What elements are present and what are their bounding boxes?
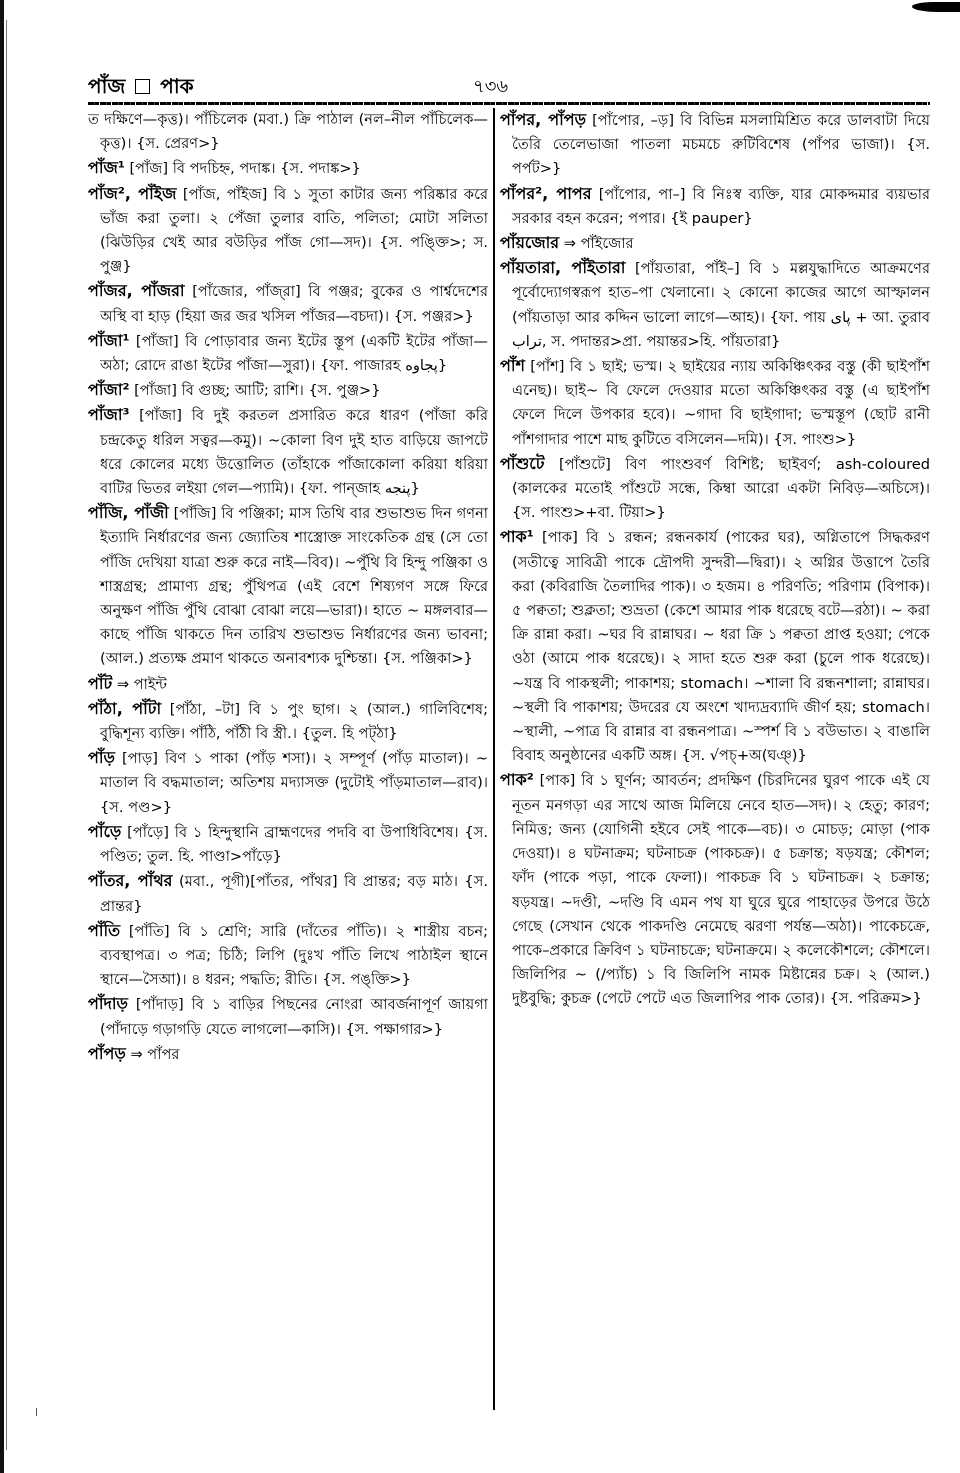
dictionary-entry	[500, 182, 930, 231]
pronunciation: [পাঁয়তারা, পাঁই–]	[634, 260, 740, 278]
dictionary-entry	[88, 108, 488, 156]
dictionary-entry	[88, 820, 488, 869]
definition: বি ১ ছাই; ভস্ম। ২ ছাইয়ের ন্যায় অকিঞ্চিৎকর বস্তু (কী ছাইপাঁশ এনেছ)। ছাই~ বি ফেলে দেওয়ার মতো অকিঞ্চিৎকর বস্তু (এ ছাইপাঁশ ফেলে দিলে উপকার হবে)। ~গাদা বি ছাইগাদা; ভস্মস্তূপ (ছোট রানী পাঁশগাদার পাশে মাছ কুটিতে বসিলেন—দমি)। {স. পাংশু>}	[512, 358, 931, 448]
pronunciation: [পাঁতি]	[128, 922, 170, 940]
headword: পাঁয়তারা, পাঁইতারা	[500, 258, 626, 278]
definition: বি নিঃস্ব ব্যক্তি, যার মোকদ্দমার ব্যয়ভার সরকার বহন করেন; পপার। {ই pauper}	[512, 185, 931, 227]
pronunciation: [পাঁপোর, পা–]	[598, 185, 686, 203]
pronunciation: [পাড়]	[122, 750, 158, 768]
definition: বি ১ বাড়ির পিছনের নোংরা আবর্জনাপূর্ণ জায়গা (পাঁদাড়ে গড়াগড়ি যেতে লাগলো—কাসি)। {স. পক্ষাগার>}	[100, 996, 489, 1038]
dictionary-entry	[88, 1042, 488, 1067]
pronunciation: [পাঁশুটে]	[558, 455, 611, 473]
headword: পাঁতি	[88, 920, 121, 940]
definition: বি ১ সুতা কাটার জন্য পরিষ্কার করে ভাঁজ করা তুলা। ২ পেঁজা তুলার বাতি, পলিতা; মোটা সলিতা (ঝিউড়ির খেই আর বউড়ির পাঁজ গো—সদ)। {স. পঙ্ক্তি>; স. পুঞ্জ}	[100, 185, 488, 276]
definition: বি পদচিহ্ন, পদাঙ্ক। {স. পদাঙ্ক>}	[172, 160, 361, 178]
pronunciation: (মবা., পূগী)[পাঁতর, পাঁথর]	[179, 873, 338, 891]
page-header	[88, 70, 930, 100]
definition: বিণ ১ পাকা (পাঁড় শসা)। ২ সম্পূর্ণ (পাঁড় মাতাল)। ~ মাতাল বি বদ্ধমাতাল; অতিশয় মদ্যাসক্ত (দুটোই পাঁড়মাতাল—রাব)। {স. পণ্ড>}	[100, 750, 489, 816]
stray-mark	[36, 1408, 37, 1416]
headword: পাঁশ	[500, 356, 525, 376]
pronunciation: [পাঁজা]	[139, 407, 182, 425]
dictionary-entry	[88, 403, 488, 501]
headword: পাঁপর², পাপর	[500, 183, 592, 203]
pronunciation: [পাঁজোর, পাঁজ্‌রা]	[192, 283, 301, 301]
headword: পাঁজা¹	[88, 330, 130, 350]
pronunciation: [পাঁজা]	[134, 382, 177, 400]
definition: বি পঞ্জিকা; মাস তিথি বার শুভাশুভ দিন গণনা ইত্যাদি নির্ধারণের জন্য জ্যোতিষ শাস্ত্রোক্ত সাংকেতিক গ্রন্থ (সে তো পাঁজি দেখিয়া যাত্রা শুরু করে নাই—বিব)। ~পুঁথি বি হিন্দু পঞ্জিকা ও শাস্ত্রগ্রন্থ; প্রামাণ্য গ্রন্থ; পুঁথিপত্র (এই বেশে শিষ্যগণ সঙ্গে ফিরে অনুক্ষণ পাঁজি পুঁথি বোঝা বোঝা লয়ে—ভারা)। হাতে ~ মঙ্গলবার— কাছে পাঁজি থাকতে দিন তারিখ শুভাশুভ নির্ধারণের জন্য ভাবনা; (আল.) প্রত্যক্ষ প্রমাণ থাকতে অনাবশ্যক দুশ্চিন্তা। {স. পঞ্জিকা>}	[100, 505, 489, 668]
scan-edge-line	[6, 20, 7, 1450]
definition: বি ১ রন্ধন; রন্ধনকার্য (পাকের ঘর), অগ্নিতাপে সিদ্ধকরণ (সতীত্বে সাবিত্রী পাকে দ্রৌপদী সুন্দরী—দ্বিরা)। ২ অগ্নির উত্তাপে তৈরি করা (কবিরাজি তৈলাদির পাক)। ৩ হজম। ৪ পরিণতি; পরিণাম (বিপাক)। ৫ পক্বতা; শুক্লতা; শুভ্রতা (কেশে আমার পাক ধরেছে বটে—রঠা)। ~ করা ক্রি রান্না করা। ~ঘর বি রান্নাঘর। ~ ধরা ক্রি ১ পক্বতা প্রাপ্ত হওয়া; পেকে ওঠা (আমে পাক ধরেছে)। ২ সাদা হতে শুরু করা (চুলে পাক ধরেছে)। ~যন্ত্র বি পাকস্থলী; পাকাশয়; stomach। ~শালা বি রন্ধনশালা; রান্নাঘর। ~স্থলী বি পাকাশয়; উদরের যে অংশে খাদ্যদ্রব্যাদি জীর্ণ হয়; stomach। ~স্থালী, ~পাত্র বি রান্নার বা রন্ধনপাত্র। ~স্পর্শ বি ১ বউভাত। ২ বাঙালি বিবাহ অনুষ্ঠানের একটি অঙ্গ। {স. √পচ্‌+অ(ঘঞ্‌)}	[512, 529, 931, 765]
dictionary-entry	[88, 992, 488, 1041]
headword: পাক¹	[500, 527, 534, 547]
dictionary-entry	[500, 452, 930, 526]
dictionary-entry	[500, 256, 930, 354]
headword: পাঁতর, পাঁথর	[88, 871, 173, 891]
headword: পাঁড়	[88, 748, 115, 768]
definition: বি দুই করতল প্রসারিত করে ধারণ (পাঁজা করি চন্দ্রকেতু ধরিল সত্বর—কমু)। ~কোলা বিণ দুই হাত বাড়িয়ে জাপটে ধরে কোলের মধ্যে উত্তোলিত (তাঁহাকে পাঁজাকোলা করিয়া ধরিয়া বাটির ভিতর লইয়া গেল—প্যামি)। {ফা. পান্‌জাহ پنجه}	[100, 407, 488, 498]
headword: পাঁজা³	[88, 405, 130, 425]
definition: বি ১ মল্লযুদ্ধাদিতে আক্রমণের পূর্বোদ্যোগস্বরূপ হাত–পা খেলানো। ২ কোনো কাজের আগে আস্ফালন (পাঁয়তাড়া আর কদ্দিন ভালো লাগে—আহ)। {ফা. পায় پای + আ. তুরাব تراب, স. পদান্তর>প্রা. পয়ান্তর>হি. পাঁয়তারা}	[512, 260, 931, 350]
dictionary-entry	[88, 919, 488, 993]
pronunciation: [পাঁপোর, –ড়]	[592, 112, 675, 129]
guide-words	[88, 72, 194, 105]
pronunciation: [পাঁজ]	[129, 160, 169, 178]
headword: পাঁজ¹	[88, 158, 125, 178]
definition: ⇒ পাঁইজোর	[563, 235, 634, 253]
dictionary-entry	[500, 354, 930, 452]
definition: বি বিভিন্ন মসলামিশ্রিত করে ডালবাটা দিয়ে তৈরি তেলেভাজা পাতলা মচমচে রুটিবিশেষ (পাঁপর ভাজা)। {স. পর্পট>}	[512, 112, 930, 178]
definition: ত দক্ষিণে—কৃত্ত)। পাঁচিলেক (মবা.) ক্রি পাঠাল (নল–নীল পাঁচিলেক—কৃত্ত)। {স. প্রেরণ>}	[88, 111, 488, 153]
headword: পাক²	[500, 770, 534, 790]
headword: পাঁদাড়	[88, 994, 128, 1014]
headword: পাঁশুটে	[500, 453, 545, 473]
guide-first-word: পাঁজ	[88, 74, 126, 98]
definition: বি পোড়াবার জন্য ইটের স্তূপ (একটি ইটের পাঁজা—অঠা; রোদে রাঙা ইটের পাঁজা—সুরা)। {ফা. পাজারহ پجاوه}	[100, 332, 488, 375]
definition: ⇒ পাইন্ট	[116, 675, 167, 693]
dictionary-entry	[88, 378, 488, 403]
definition: ⇒ পাঁপর	[130, 1045, 180, 1063]
definition: বি ১ শ্রেণি; সারি (দাঁতের পাঁতি)। ২ শাস্ত্রীয় বচন; ব্যবস্থাপত্র। ৩ পত্র; চিঠি; লিপি (দুঃখ পাঁতি লিখে পাঠাইল স্থানে স্থানে—সৈআ)। ৪ ধরন; পদ্ধতি; রীতি। {স. পঙ্‌ক্তি>}	[100, 922, 489, 989]
headword: পাঁজ², পাঁইজ	[88, 183, 177, 203]
ink-smudge	[912, 2, 960, 12]
dictionary-entry	[88, 869, 488, 918]
definition: বি পঞ্জর; বুকের ও পার্শ্বদেশের অস্থি বা হাড় (হিয়া জর জর খসিল পাঁজর—বচদা)। {স. পঞ্জর>}	[100, 283, 488, 325]
headword: পাঁপড়	[88, 1043, 126, 1063]
left-column	[88, 108, 488, 1067]
right-column	[500, 108, 930, 1012]
pronunciation: [পাক]	[542, 529, 578, 547]
definition: বি ১ ঘূর্ণন; আবর্তন; প্রদক্ষিণ (চিরদিনের ঘুরণ পাকে এই যে নূতন মনগড়া এর সাথে আজ মিলিয়ে নেবে হাত—সদ)। ২ হেতু; কারণ; নিমিত্ত; জন্য (যোগিনী হইবে সেই পাকে—বচ)। ৩ মোচড়; মোড়া (পাক দেওয়া)। ৪ ঘটনাক্রম; ঘটনাচক্র (পাকচক্র)। ৫ চক্রান্ত; ষড়যন্ত্র; কৌশল; ফাঁদ (পাকে পড়া, পাকে ফেলা)। পাকচক্র বি ১ ঘটনাচক্র। ২ চক্রান্ত; ষড়যন্ত্র। ~দণ্ডী, ~দণ্ডি বি এমন পথ যা ঘুরে ঘুরে পাহাড়ের উপরে উঠে গেছে (সেখান থেকে পাকদণ্ডি নেমেছে ঝরণা পর্যন্ত—অঠা)। পাকেচক্রে, পাকে–প্রকারে ক্রিবিণ ১ ঘটনাচক্রে; ঘটনাক্রমে। ২ কলেকৌশলে; কৌশলে। জিলিপির ~ (/প্যাঁচ) ১ বি জিলিপি নামক মিষ্টান্নের চক্র। ২ (আল.) দুষ্টবুদ্ধি; কুচক্র (পেটে পেটে এত জিলাপির পাক তোর)। {স. পরিক্রম>}	[512, 772, 930, 1008]
dictionary-entry	[500, 525, 930, 768]
header-rule	[88, 102, 930, 105]
pronunciation: [পাঁজি]	[173, 505, 217, 523]
headword: পাঁঠা, পাঁটা	[88, 698, 162, 718]
definition: বি ১ হিন্দুস্থানি ব্রাহ্মণদের পদবি বা উপাধিবিশেষ। {স. পণ্ডিত; তুল. হি. পাণ্ডা>পাঁড়ে}	[100, 823, 488, 866]
dictionary-entry	[88, 156, 488, 181]
pronunciation: [পাক]	[539, 772, 576, 790]
headword: পাঁয়জোর	[500, 233, 560, 253]
page-number: ৭৩৬	[473, 76, 509, 97]
headword: পাঁজা²	[88, 380, 130, 400]
pronunciation: [পাঁজা]	[135, 332, 179, 350]
dictionary-entry	[88, 329, 488, 378]
definition: বি গুচ্ছ; আটি; রাশি। {স. পুঞ্জ>}	[181, 382, 381, 400]
headword: পাঁট	[88, 673, 113, 693]
guide-last-word: পাক	[160, 74, 194, 98]
scan-edge	[0, 0, 4, 1473]
dictionary-entry	[500, 231, 930, 256]
definition: বি প্রান্তর; বড় মাঠ। {স. প্রান্তর}	[100, 873, 488, 915]
headword: পাঁজি, পাঁজী	[88, 503, 169, 523]
dictionary-entry	[500, 768, 930, 1011]
pronunciation: [পাঁঠা, –টা]	[169, 700, 241, 718]
dictionary-entry	[88, 746, 488, 820]
column-divider	[493, 108, 495, 1410]
dictionary-entry	[88, 182, 488, 280]
pronunciation: [পাঁশ]	[530, 358, 565, 376]
dictionary-entry	[88, 501, 488, 671]
headword: পাঁপর, পাঁপড়	[500, 110, 587, 129]
definition: বি ১ পুং ছাগ। ২ (আল.) গালিবিশেষ; বুদ্ধিশূন্য ব্যক্তি। পাঁঠি, পাঁঠী বি স্ত্রী.। {তুল. হি পট্‌ঠা}	[100, 700, 489, 743]
dictionary-entry	[88, 697, 488, 746]
headword: পাঁড়ে	[88, 821, 122, 841]
headword: পাঁজর, পাঁজরা	[88, 281, 185, 301]
pronunciation: [পাঁজ, পাঁইজ]	[182, 185, 268, 203]
pronunciation: [পাঁদাড়]	[135, 996, 184, 1014]
dictionary-entry	[88, 672, 488, 697]
definition: বিণ পাংশুবর্ণ বিশিষ্ট; ছাইবর্ণ; ash-coloured (কালকের মতোই পাঁশুটে সন্ধে, কিম্বা আরো একটা নিবিড়—অচিসে)। {স. পাংশু>+বা. টিয়া>}	[512, 455, 931, 522]
dictionary-entry	[500, 108, 930, 182]
separator-box-icon	[135, 79, 150, 94]
dictionary-entry	[88, 279, 488, 328]
pronunciation: [পাঁড়ে]	[127, 823, 169, 841]
